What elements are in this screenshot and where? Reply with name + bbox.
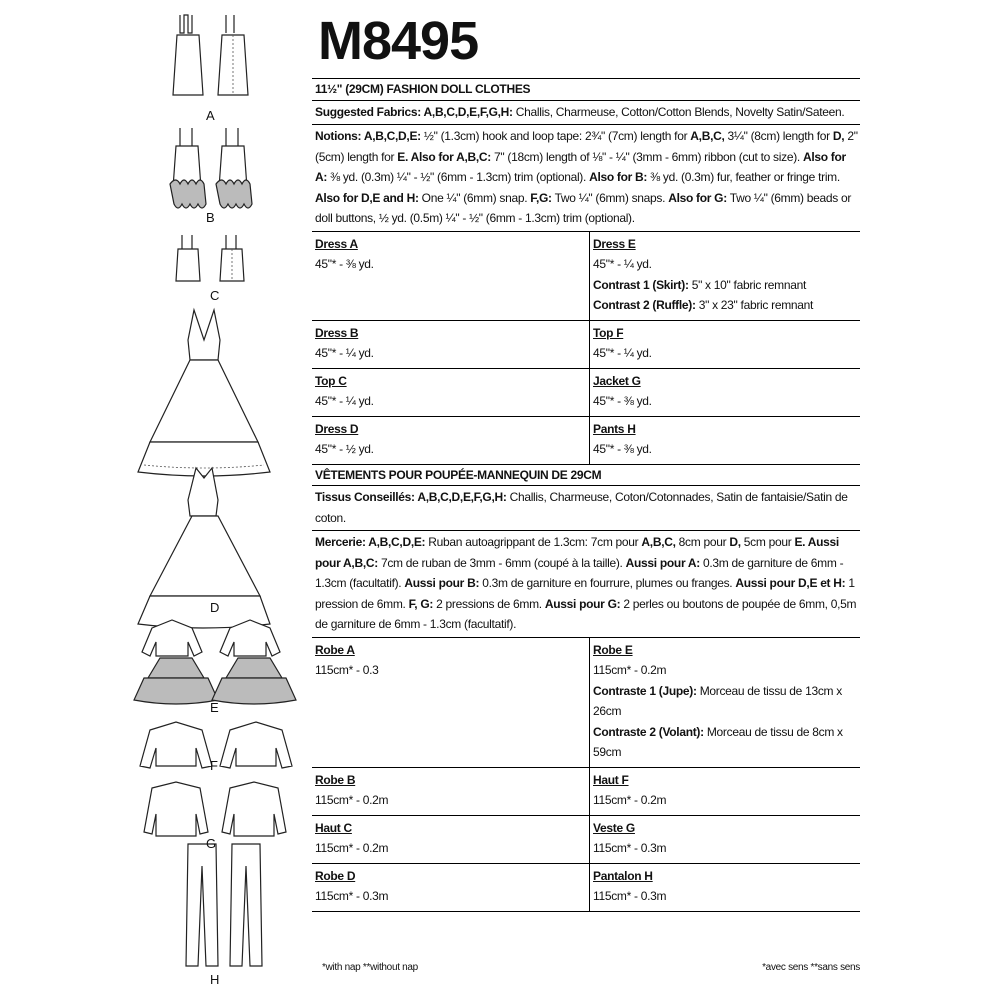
french-title: VÊTEMENTS POUR POUPÉE-MANNEQUIN DE 29CM xyxy=(315,467,602,482)
notions-fr-bold: F, G: xyxy=(408,596,434,611)
view-title: Pantalon H xyxy=(593,868,653,883)
notions-en-text: Two ¼" (6mm) snaps. xyxy=(551,190,669,205)
notions-en-text: 2" (5cm) length for xyxy=(315,129,858,164)
notions-en-text: ½" (1.3cm) hook and loop tape: 2¾" (7cm) length for xyxy=(420,129,691,143)
yardage-value: 45"* - ¼ yd. xyxy=(315,346,374,360)
sketch-d-back xyxy=(138,468,270,628)
yardage-table-en xyxy=(312,231,860,464)
yardage-cell xyxy=(589,416,860,464)
notions-fr-bold: Aussi pour B: xyxy=(404,576,480,590)
yardage-cell xyxy=(589,815,860,863)
view-label-c: C xyxy=(210,288,220,303)
contrast-line xyxy=(593,295,857,316)
notions-fr-text: 0.3m de garniture en fourrure, plumes ou franges. xyxy=(479,576,736,590)
yardage-cell xyxy=(312,637,589,767)
view-title: Dress A xyxy=(315,236,358,251)
notions-fr-text: 0.3m de garniture de 6mm - 1.3cm (facultatif). xyxy=(315,555,844,590)
yardage-value: 45"* - ¼ yd. xyxy=(315,394,374,408)
view-label-f: F xyxy=(210,758,218,773)
sketch-d-front xyxy=(138,310,270,476)
fabrics-en-label: Suggested Fabrics: A,B,C,D,E,F,G,H: xyxy=(315,104,513,119)
fabrics-en xyxy=(312,101,860,125)
notions-en-bold: Also for B: xyxy=(589,170,648,184)
view-title: Dress B xyxy=(315,325,359,340)
contrast-label: Contraste 2 (Volant): xyxy=(593,724,704,739)
contrast-line xyxy=(593,722,857,763)
notions-en-text: 3¼" (8cm) length for xyxy=(724,129,833,143)
notions-en-text: One ¼" (6mm) snap. xyxy=(418,190,531,205)
notions-fr-label: Mercerie: A,B,C,D,E: xyxy=(315,535,426,549)
view-title: Robe D xyxy=(315,868,356,883)
notions-en-bold: Also for G: xyxy=(668,190,727,205)
view-label-e: E xyxy=(210,700,219,715)
view-title: Veste G xyxy=(593,820,635,835)
notions-en-text: 7" (18cm) length of ⅛" - ¼" (3mm - 6mm) ribbon (cut to size). xyxy=(490,149,803,164)
yardage-cell xyxy=(312,368,589,416)
notions-fr-text: 8cm pour xyxy=(675,535,730,549)
notions-en-bold: E. Also for A,B,C: xyxy=(397,149,491,164)
yardage-cell xyxy=(589,368,860,416)
notions-fr-bold: Aussi pour D,E et H: xyxy=(735,576,846,590)
notions-en-bold: Also for A: xyxy=(315,149,846,184)
yardage-value: 115cm* - 0.2m xyxy=(315,793,389,807)
yardage-cell xyxy=(589,320,860,368)
rule xyxy=(312,911,860,912)
yardage-value: 115cm* - 0.2m xyxy=(593,793,667,807)
view-title: Dress E xyxy=(593,236,636,251)
notions-fr-bold: E. Aussi pour A,B,C: xyxy=(315,535,839,570)
contrast-text: 5" x 10" fabric remnant xyxy=(688,277,807,292)
yardage-cell xyxy=(589,863,860,911)
fabrics-fr-text: Challis, Charmeuse, Coton/Cotonnades, Satin de fantaisie/Satin de coton. xyxy=(315,490,848,525)
notions-fr-text: 5cm pour xyxy=(740,535,795,549)
notions-en-bold: A,B,C, xyxy=(690,129,725,143)
view-label-b: B xyxy=(206,210,215,225)
notions-fr-text: 1 pression de 6mm. xyxy=(315,576,855,611)
sketch-g xyxy=(144,782,286,836)
yardage-cell xyxy=(312,416,589,464)
yardage-value: 115cm* - 0.2m xyxy=(315,841,389,855)
view-title: Robe A xyxy=(315,642,355,657)
yardage-cell xyxy=(312,767,589,815)
yardage-value: 115cm* - 0.3 xyxy=(315,663,379,677)
yardage-value: 45"* - ⅜ yd. xyxy=(593,394,652,408)
yardage-value: 45"* - ⅜ yd. xyxy=(315,257,374,271)
notions-en-text: ⅜ yd. (0.3m) fur, feather or fringe trim. xyxy=(647,170,840,184)
notions-en-bold: D, xyxy=(832,129,845,143)
fabrics-en-text: Challis, Charmeuse, Cotton/Cotton Blends, Novelty Satin/Sateen. xyxy=(512,104,845,119)
footnote-fr: *avec sens **sans sens xyxy=(762,962,860,973)
fabrics-fr-label: Tissus Conseillés: A,B,C,D,E,F,G,H: xyxy=(315,490,507,504)
view-label-h: H xyxy=(210,972,220,987)
yardage-cell xyxy=(589,637,860,767)
yardage-cell xyxy=(312,231,589,320)
yardage-value: 115cm* - 0.3m xyxy=(593,841,667,855)
contrast-line xyxy=(593,681,857,722)
pattern-code: M8495 xyxy=(318,11,479,71)
notions-fr-bold: A,B,C, xyxy=(641,535,676,549)
view-title: Robe E xyxy=(593,642,633,657)
notions-fr-text: 7cm de ruban de 3mm - 6mm (coupé à la taille). xyxy=(377,555,626,570)
notions-en-bold: Also for D,E and H: xyxy=(315,190,419,205)
notions-en-label: Notions: A,B,C,D,E: xyxy=(315,129,421,143)
notions-fr-text: 2 perles ou boutons de poupée de 6mm, 0,5m de garniture de 6mm - 1.3cm (facultatif). xyxy=(315,596,857,631)
notions-fr-text: Ruban autoagrippant de 1.3cm: 7cm pour xyxy=(425,535,642,549)
view-title: Dress D xyxy=(315,421,359,436)
sketch-e xyxy=(134,620,296,704)
view-title: Top C xyxy=(315,373,347,388)
yardage-cell xyxy=(312,815,589,863)
technical-sketches xyxy=(130,10,300,995)
notions-fr xyxy=(312,531,860,637)
contrast-text: Morceau de tissu de 13cm x 26cm xyxy=(593,683,842,718)
contrast-line xyxy=(593,275,857,296)
yardage-cell xyxy=(589,231,860,320)
yardage-value: 115cm* - 0.3m xyxy=(315,889,389,903)
sketch-h xyxy=(186,844,262,966)
contrast-label: Contraste 1 (Jupe): xyxy=(593,683,697,698)
yardage-value: 45"* - ⅜ yd. xyxy=(593,442,652,456)
footnote-en: *with nap **without nap xyxy=(322,962,418,973)
yardage-value: 45"* - ¼ yd. xyxy=(593,257,652,271)
view-title: Pants H xyxy=(593,421,636,436)
contrast-label: Contrast 1 (Skirt): xyxy=(593,277,689,292)
view-title: Top F xyxy=(593,325,624,340)
notions-fr-text: 2 pressions de 6mm. xyxy=(433,596,545,611)
view-title: Haut C xyxy=(315,820,352,835)
notions-en xyxy=(312,125,860,231)
yardage-value: 115cm* - 0.2m xyxy=(593,663,667,677)
sketch-c xyxy=(176,235,244,281)
yardage-cell xyxy=(312,320,589,368)
view-label-a: A xyxy=(206,108,215,123)
yardage-value: 115cm* - 0.3m xyxy=(593,889,667,903)
view-title: Jacket G xyxy=(593,373,641,388)
fabrics-fr xyxy=(312,486,860,530)
notions-en-bold: F,G: xyxy=(530,190,552,205)
view-label-d: D xyxy=(210,600,220,615)
sketch-a xyxy=(173,15,248,95)
yardage-cell xyxy=(589,767,860,815)
english-title: 11½" (29CM) FASHION DOLL CLOTHES xyxy=(315,82,531,96)
yardage-value: 45"* - ½ yd. xyxy=(315,442,374,456)
yardage-value: 45"* - ¼ yd. xyxy=(593,346,652,360)
notions-fr-bold: Aussi pour G: xyxy=(544,596,621,611)
view-label-g: G xyxy=(206,836,217,851)
contrast-text: Morceau de tissu de 8cm x 59cm xyxy=(593,724,843,759)
yardage-cell xyxy=(312,863,589,911)
contrast-text: 3" x 23" fabric remnant xyxy=(695,298,814,312)
contrast-label: Contrast 2 (Ruffle): xyxy=(593,298,696,312)
view-title: Haut F xyxy=(593,772,629,787)
notions-fr-bold: D, xyxy=(729,535,741,549)
sketch-b xyxy=(170,128,252,208)
view-title: Robe B xyxy=(315,772,356,787)
notions-en-text: ⅜ yd. (0.3m) ¼" - ½" (6mm - 1.3cm) trim (optional). xyxy=(327,170,590,184)
yardage-table-fr xyxy=(312,637,860,911)
notions-fr-bold: Aussi pour A: xyxy=(625,555,700,570)
pattern-info xyxy=(312,78,860,912)
notions-en-text: Two ¼" (6mm) beads or doll buttons, ½ yd. (0.5m) ¼" - ½" (6mm - 1.3cm) trim (optional). xyxy=(315,190,852,225)
